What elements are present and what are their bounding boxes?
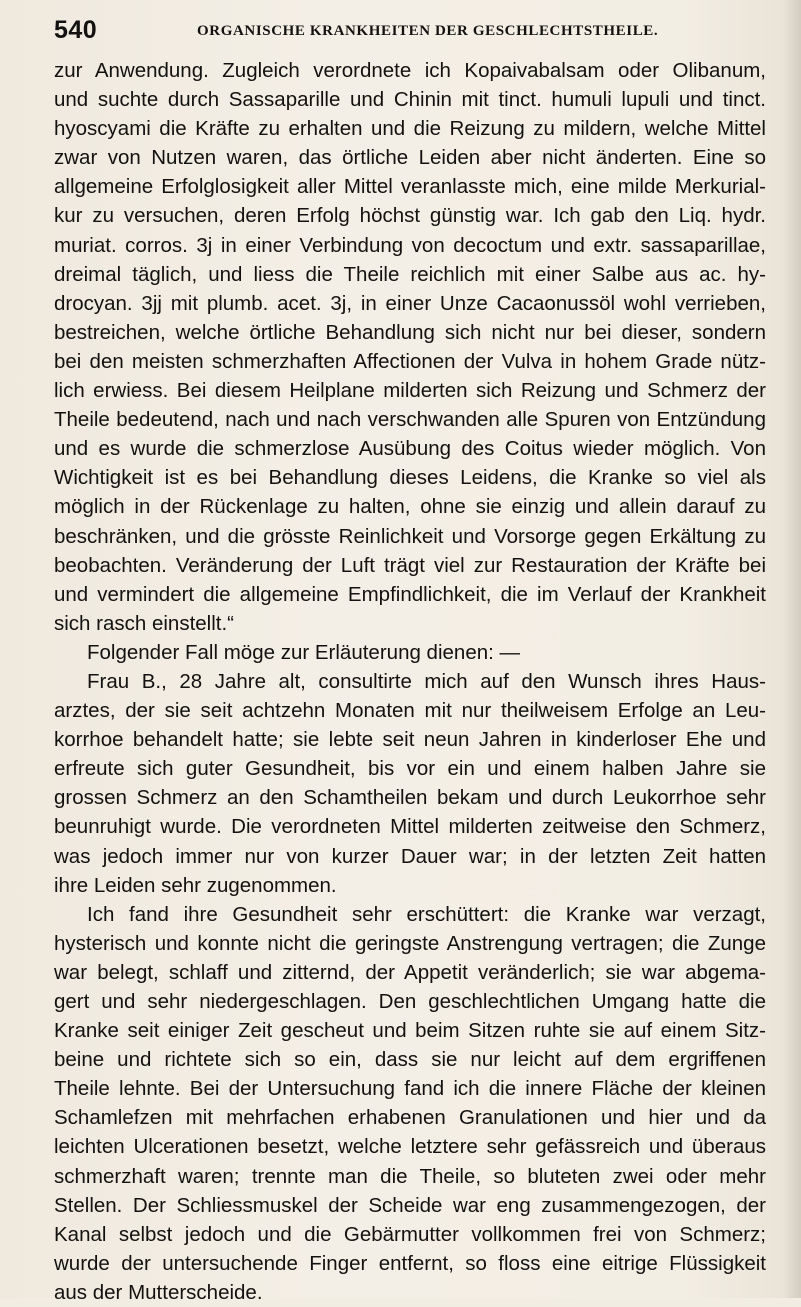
- text-line: kur zu versuchen, deren Erfolg höchst günstig war. Ich gab den Liq. hydr.: [54, 204, 766, 228]
- text-line: Kranke seit einiger Zeit gescheut und beim Sitzen ruhte sie auf einem Sitz-: [54, 1019, 766, 1043]
- text-line: Ich fand ihre Gesundheit sehr erschüttert: die Kranke war verzagt,: [87, 902, 766, 926]
- text-line: beunruhigt wurde. Die verordneten Mittel milderten zeitweise den Schmerz,: [54, 815, 766, 839]
- text-line: Schamlefzen mit mehrfachen erhabenen Granulationen und hier und da: [54, 1106, 766, 1130]
- text-line: gert und sehr niedergeschlagen. Den geschlechtlichen Umgang hatte die: [54, 990, 766, 1013]
- text-line: und es wurde die schmerzlose Ausübung des Coitus wieder möglich. Von: [54, 437, 766, 461]
- text-line: war belegt, schlaff und zitternd, der Appetit veränderlich; sie war abgema-: [54, 960, 766, 984]
- text-line: schmerzhaft waren; trennte man die Theile, so bluteten zwei oder mehr: [54, 1164, 766, 1188]
- text-line: Stellen. Der Schliessmuskel der Scheide war eng zusammengezogen, der: [54, 1193, 766, 1217]
- body-text: [54, 56, 766, 1307]
- text-line: Folgender Fall möge zur Erläuterung dienen: —: [87, 640, 521, 664]
- text-line: drocyan. 3jj mit plumb. acet. 3j, in einer Unze Cacaonussöl wohl verrieben,: [54, 291, 766, 315]
- text-line: zur Anwendung. Zugleich verordnete ich Kopaivabalsam oder Olibanum,: [54, 59, 766, 82]
- text-line: beine und richtete sich so ein, dass sie nur leicht auf dem ergriffenen: [54, 1048, 766, 1072]
- text-line: wurde der untersuchende Finger entfernt, so floss eine eitrige Flüssigkeit: [54, 1251, 766, 1275]
- text-line: erfreute sich guter Gesundheit, bis vor ein und einem halben Jahre sie: [54, 757, 766, 781]
- text-line: korrhoe behandelt hatte; sie lebte seit neun Jahren in kinderloser Ehe und: [54, 728, 766, 752]
- running-head: ORGANISCHE KRANKHEITEN DER GESCHLECHTSTHEILE.: [197, 23, 659, 39]
- text-line: arztes, der sie seit achtzehn Monaten mit nur theilweisem Erfolge an Leu-: [54, 699, 766, 723]
- text-line: beobachten. Veränderung der Luft trägt viel zur Restauration der Kräfte bei: [54, 553, 766, 577]
- text-line: aus der Mutterscheide.: [54, 1280, 263, 1304]
- text-line: Theile bedeutend, nach und nach verschwanden alle Spuren von Entzündung: [54, 408, 766, 432]
- text-line: bestreichen, welche örtliche Behandlung sich nicht nur bei dieser, sondern: [54, 320, 766, 344]
- text-line: hysterisch und konnte nicht die geringste Anstrengung vertragen; die Zunge: [54, 931, 766, 955]
- text-line: möglich in der Rückenlage zu halten, ohne sie einzig und allein darauf zu: [54, 495, 766, 519]
- text-line: Theile lehnte. Bei der Untersuchung fand ich die innere Fläche der kleinen: [54, 1077, 766, 1101]
- text-line: muriat. corros. 3j in einer Verbindung von decoctum und extr. sassaparillae,: [54, 233, 766, 257]
- text-line: und vermindert die allgemeine Empfindlichkeit, die im Verlauf der Krankheit: [54, 582, 766, 606]
- text-line: Kanal selbst jedoch und die Gebärmutter vollkommen frei von Schmerz;: [54, 1222, 766, 1246]
- text-line: was jedoch immer nur von kurzer Dauer war; in der letzten Zeit hatten: [54, 844, 766, 868]
- page-header: [54, 16, 774, 48]
- text-line: sich rasch einstellt.“: [54, 611, 235, 635]
- text-line: und suchte durch Sassaparille und Chinin mit tinct. humuli lupuli und tinct.: [54, 88, 766, 112]
- text-line: Wichtigkeit ist es bei Behandlung dieses Leidens, die Kranke so viel als: [54, 466, 766, 490]
- text-line: lich erwiess. Bei diesem Heilplane milderten sich Reizung und Schmerz der: [54, 379, 766, 403]
- text-line: leichten Ulcerationen besetzt, welche letztere sehr gefässreich und überaus: [54, 1135, 766, 1159]
- page-number: 540: [54, 16, 98, 44]
- text-line: bei den meisten schmerzhaften Affectionen der Vulva in hohem Grade nütz-: [54, 349, 766, 373]
- text-line: grossen Schmerz an den Schamtheilen bekam und durch Leukorrhoe sehr: [54, 786, 766, 810]
- text-line: beschränken, und die grösste Reinlichkeit und Vorsorge gegen Erkältung zu: [54, 524, 766, 548]
- text-line: dreimal täglich, und liess die Theile reichlich mit einer Salbe aus ac. hy-: [54, 262, 766, 286]
- text-line: Frau B., 28 Jahre alt, consultirte mich auf den Wunsch ihres Haus-: [87, 669, 766, 693]
- page-edge-shadow: [783, 0, 801, 1298]
- text-line: allgemeine Erfolglosigkeit aller Mittel veranlasste mich, eine milde Merkurial-: [54, 175, 766, 199]
- text-line: zwar von Nutzen waren, das örtliche Leiden aber nicht änderten. Eine so: [54, 146, 766, 170]
- text-line: hyoscyami die Kräfte zu erhalten und die Reizung zu mildern, welche Mittel: [54, 117, 766, 141]
- text-line: ihre Leiden sehr zugenommen.: [54, 873, 337, 897]
